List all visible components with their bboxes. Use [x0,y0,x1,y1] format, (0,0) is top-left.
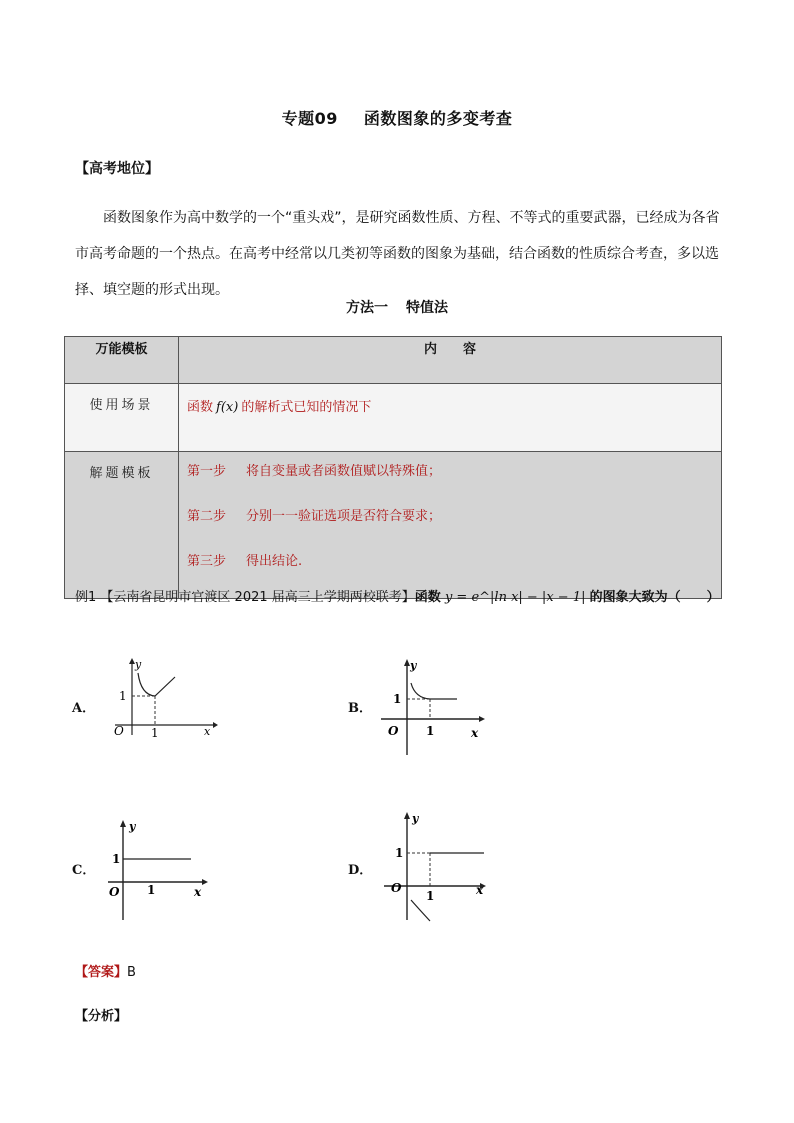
step-3-text: 得出结论. [246,554,303,569]
b-curve [411,683,457,699]
d-origin: O [391,881,402,895]
table-row-solution [65,452,722,599]
step-2-name: 第二步 [187,509,227,524]
d-y-arrow [404,812,410,819]
b-origin: O [388,724,399,738]
analysis-heading: 【分析】 [75,1009,128,1024]
c-y-label: y [129,820,136,833]
usage-content [179,384,722,452]
step-1 [187,460,713,505]
option-a-graph[interactable] [105,655,220,740]
step-1-text: 将自变量或者函数值赋以特殊值； [246,464,442,479]
intro-paragraph: 函数图象作为高中数学的一个“重头戏”，是研究函数性质、方程、不等式的重要武器，已经成为各省市高考命题的一个热点。在高考中经常以几类初等函数的图象为基础，结合函数的性质综合考查，多以选择、填空题的形式出现。 [75,210,720,298]
template-table [64,336,722,599]
usage-function: f(x) [216,400,239,415]
b-y-label: y [410,659,417,672]
c-x-label: x [194,885,202,899]
topic-number: 专题09 [281,109,338,128]
usage-label: 使用场景 [65,384,179,452]
a-curve [138,673,175,696]
step-2-text: 分别一一验证选项是否符合要求； [246,509,442,524]
header-content: 内 容 [179,337,722,384]
b-one-y: 1 [393,692,402,706]
b-x-arrow [479,716,485,722]
b-x-label: x [471,726,479,740]
d-x-label: x [476,883,484,897]
example-question-pre: 函数 [414,590,441,605]
answer-key: 【答案】 [75,965,128,980]
section-heading-position: 【高考地位】 [75,161,159,177]
a-one-y: 1 [119,689,127,703]
option-c-graph[interactable] [102,816,217,924]
option-b-label[interactable]: B． [348,701,372,716]
topic-name: 函数图象的多变考查 [363,109,513,128]
page-title [0,106,794,129]
b-one-x: 1 [426,724,435,738]
a-y-label: y [135,658,142,671]
usage-pre: 函数 [187,400,214,415]
solution-label: 解题模板 [65,452,179,599]
example-formula: y = e^|ln x| − |x − 1| [444,590,586,605]
c-origin: O [109,885,120,899]
method-name: 方法一 [346,300,388,316]
step-3-name: 第三步 [187,554,227,569]
option-d-graph[interactable] [378,808,493,926]
answer-value: B [127,965,136,980]
example-question-post: 的图象大致为（ ） [589,590,720,605]
option-c-label[interactable]: C． [72,863,96,878]
usage-post: 的解析式已知的情况下 [241,400,372,415]
a-x-label: x [204,725,211,738]
d-y-label: y [412,812,419,825]
header-template: 万能模板 [65,337,179,384]
d-one-y: 1 [395,846,404,860]
method-title: 特值法 [406,300,448,316]
c-x-arrow [202,879,208,885]
step-2 [187,505,713,550]
option-b-graph[interactable] [375,655,490,760]
a-origin: O [114,724,124,738]
table-row-usage [65,384,722,452]
option-d-label[interactable]: D． [348,863,373,878]
example-source: 【云南省昆明市官渡区 2021 届高三上学期两校联考】 [100,590,415,605]
c-one-y: 1 [112,852,121,866]
c-one-x: 1 [147,883,156,897]
answer-line [75,961,136,980]
option-a-label[interactable]: A． [72,701,96,716]
table-header-row [65,337,722,384]
d-curve [411,900,430,921]
example-label: 例1 [75,590,97,605]
example-question [75,586,720,605]
solution-content [179,452,722,599]
c-y-arrow [120,820,126,827]
step-1-name: 第一步 [187,464,227,479]
a-one-x: 1 [151,726,159,740]
a-x-arrow [213,722,218,728]
d-one-x: 1 [426,889,435,903]
method-heading [0,297,794,317]
